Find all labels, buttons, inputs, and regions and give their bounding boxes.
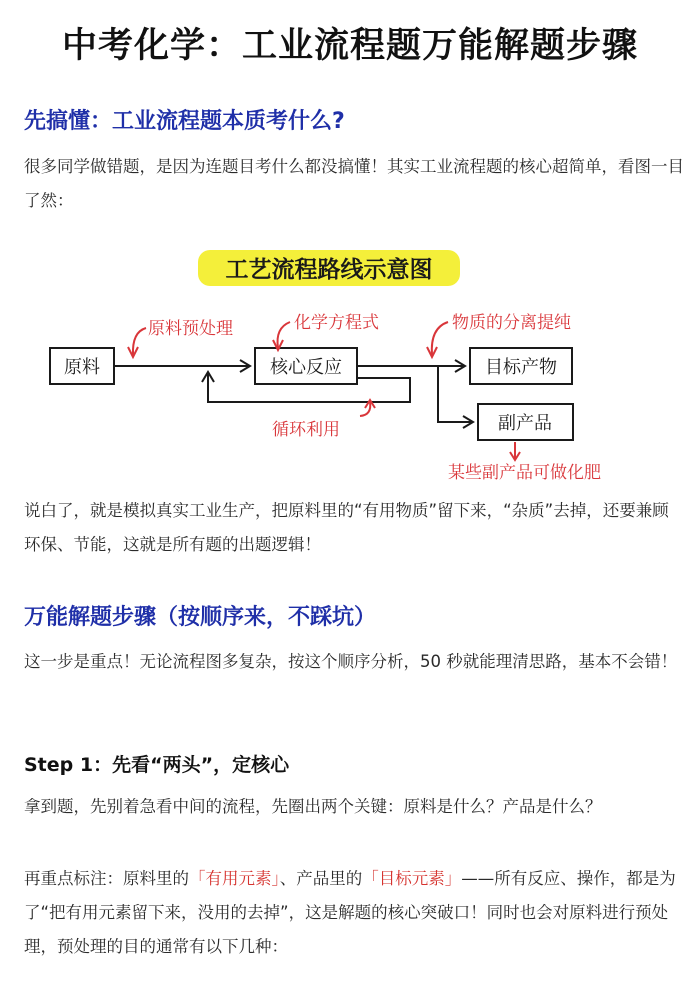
intro-paragraph: 很多同学做错题，是因为连题目考什么都没搞懂！其实工业流程题的核心超简单，看图一目了然：	[24, 157, 684, 210]
step1-paragraph-2	[24, 862, 684, 964]
byproduct-label: 副产品	[498, 413, 552, 434]
diagram-title: 工艺流程路线示意图	[225, 256, 433, 283]
process-flow-diagram	[0, 240, 700, 485]
fertilizer-annotation: 某些副产品可做化肥	[448, 463, 601, 483]
step1-p2-text-b: 、产品里的	[279, 869, 363, 888]
section-heading-steps: 万能解题步骤（按顺序来，不踩坑）	[24, 605, 377, 630]
useful-element-highlight: 「有用元素」	[189, 869, 280, 888]
target-element-highlight: 「目标元素」	[362, 869, 462, 888]
step1-p2-text-a: 再重点标注：原料里的	[24, 869, 189, 888]
raw-material-label: 原料	[64, 357, 100, 378]
target-product-label: 目标产物	[485, 357, 557, 378]
core-reaction-label: 核心反应	[270, 357, 342, 378]
section-heading-essence: 先搞懂：工业流程题本质考什么?	[24, 109, 345, 134]
page-title: 中考化学：工业流程题万能解题步骤	[61, 26, 638, 66]
steps-intro-paragraph: 这一步是重点！无论流程图多复杂，按这个顺序分析，50 秒就能理清思路，基本不会错！	[24, 652, 678, 671]
separation-annotation: 物质的分离提纯	[452, 313, 571, 333]
recycle-annotation: 循环利用	[272, 420, 340, 440]
step1-heading: Step 1：先看“两头”，定核心	[24, 754, 290, 776]
step1-paragraph-1: 拿到题，先别着急看中间的流程，先圈出两个关键：原料是什么？产品是什么？	[24, 797, 602, 816]
summary-paragraph: 说白了，就是模拟真实工业生产，把原料里的“有用物质”留下来，“杂质”去掉，还要兼顾环保、节能，这就是所有题的出题逻辑！	[24, 501, 669, 554]
pretreat-annotation: 原料预处理	[148, 319, 233, 339]
equation-annotation: 化学方程式	[294, 313, 379, 333]
step1-p2-text-c: ——所有反应、操作，都是为了“把有用元素留下来，没用的去掉”，这是解题的核心突破口！同时也会对原料进行预处理，预处理的目的通常有以下几种：	[24, 869, 676, 956]
